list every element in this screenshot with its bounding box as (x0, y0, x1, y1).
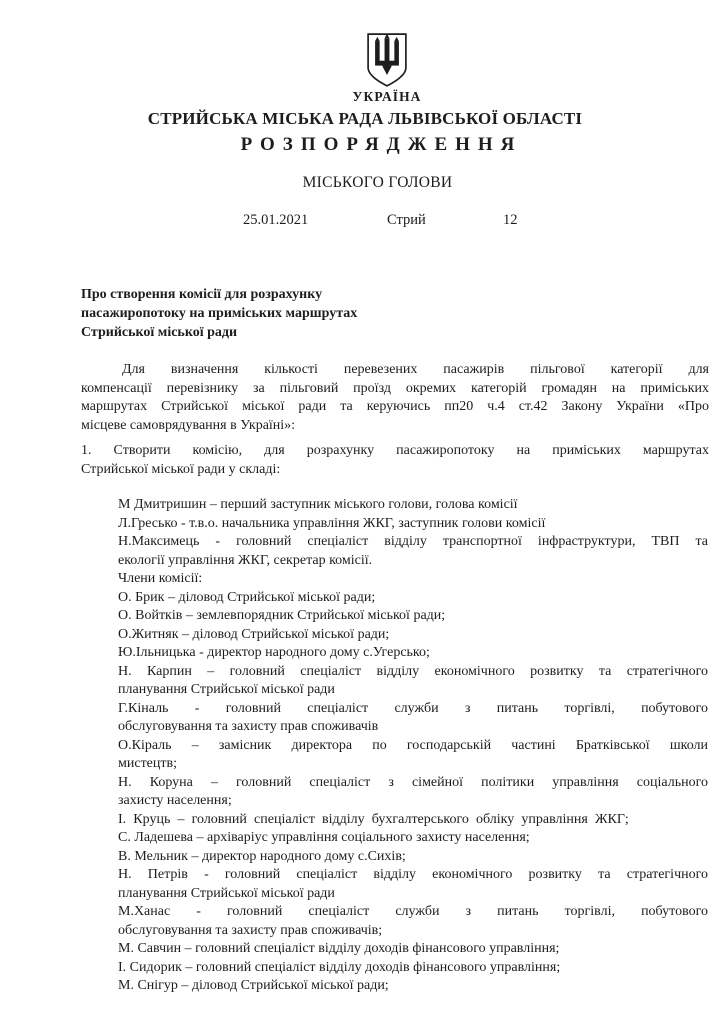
list-line: екології управління ЖКГ, секретар комісії. (118, 552, 373, 568)
list-line: С. Ладешева – архіваріус управління соціального захисту населення; (118, 830, 530, 845)
list-line: захисту населення; (118, 793, 232, 808)
subject-block (81, 285, 357, 342)
date-value: 25.01.2021 (243, 212, 309, 228)
list-line: І. Сидорик – головний спеціаліст відділу доходів фінансового управління; (118, 959, 561, 975)
list-line: М Дмитришин – перший заступник міського голови, голова комісії (118, 497, 518, 512)
list-line: Члени комісії: (118, 571, 203, 586)
document-type-title: РОЗПОРЯДЖЕННЯ (240, 134, 523, 155)
intro-line: маршрутах Стрийської міської ради та керуючись пп20 ч.4 ст.42 Закону України «Про (81, 399, 709, 414)
list-line: Н. Коруна – головний спеціаліст з сімейної політики управління соціального (118, 774, 708, 790)
organization-name: СТРИЙСЬКА МІСЬКА РАДА ЛЬВІВСЬКОЇ ОБЛАСТІ (147, 109, 583, 128)
list-line: Н. Петрів - головний спеціаліст відділу економічного розвитку та стратегічного (118, 867, 708, 882)
list-line: мистецтв; (118, 756, 178, 771)
list-line: Н.Максимець - головний спеціаліст відділу транспортної інфраструктури, ТВП та (118, 534, 708, 549)
place-value: Стрий (387, 212, 426, 228)
intro-line: Для визначення кількості перевезених пасажирів пільгової категорії для (122, 362, 709, 377)
list-line: обслуговування та захисту прав споживачів (118, 719, 379, 734)
order-item-line: 1. Створити комісію, для розрахунку пасажиропотоку на приміських маршрутах (81, 443, 709, 458)
document-meta-row (0, 212, 725, 232)
list-line: О.Кіраль – замісник директора по господарській частині Братківської школи (118, 737, 708, 753)
intro-line: компенсації перевізнику за пільговий проїзд окремих категорій громадян на приміських (81, 380, 709, 396)
list-line: М.Ханас - головний спеціаліст служби з питань торгівлі, побутового (118, 904, 708, 919)
intro-line: місцеве самоврядування в Україні»: (81, 417, 296, 433)
subject-line: пасажиропотоку на приміських маршрутах (81, 306, 358, 321)
list-line: В. Мельник – директор народного дому с.Сихів; (118, 848, 406, 864)
list-line: І. Круць – головний спеціаліст відділу бухгалтерського обліку управління ЖКГ; (118, 811, 629, 827)
intro-paragraph (81, 361, 709, 435)
list-line: О. Войтків – землевпорядник Стрийської міської ради; (118, 608, 446, 623)
order-item-1 (81, 442, 709, 479)
list-line: планування Стрийської міської ради (118, 682, 335, 697)
list-line: М. Савчин – головний спеціаліст відділу доходів фінансового управління; (118, 941, 560, 956)
list-line: Ю.Ільницька - директор народного дому с.Угерсько; (118, 645, 430, 660)
list-line: Г.Кіналь - головний спеціаліст служби з питань торгівлі, побутового (118, 700, 708, 716)
issuer-subtitle: МІСЬКОГО ГОЛОВИ (302, 174, 453, 191)
list-line: планування Стрийської міської ради (118, 885, 335, 901)
list-line: Н. Карпин – головний спеціаліст відділу економічного розвитку та стратегічного (118, 663, 708, 679)
list-line: О.Житняк – діловод Стрийської міської ради; (118, 626, 390, 642)
list-line: Л.Гресько - т.в.о. начальника управління ЖКГ, заступник голови комісії (118, 515, 546, 531)
list-line: обслуговування та захисту прав споживачів; (118, 922, 383, 938)
ukraine-trident-emblem-icon (366, 32, 408, 88)
country-label: УКРАЇНА (352, 89, 422, 104)
order-item-line: Стрийської міської ради у складі: (81, 461, 281, 477)
list-line: М. Снігур – діловод Стрийської міської ради; (118, 978, 389, 993)
list-line: О. Брик – діловод Стрийської міської ради; (118, 589, 376, 605)
subject-line: Стрийської міської ради (81, 325, 238, 340)
commission-members-list (118, 496, 708, 996)
number-value: 12 (503, 212, 518, 228)
subject-line: Про створення комісії для розрахунку (81, 287, 323, 302)
